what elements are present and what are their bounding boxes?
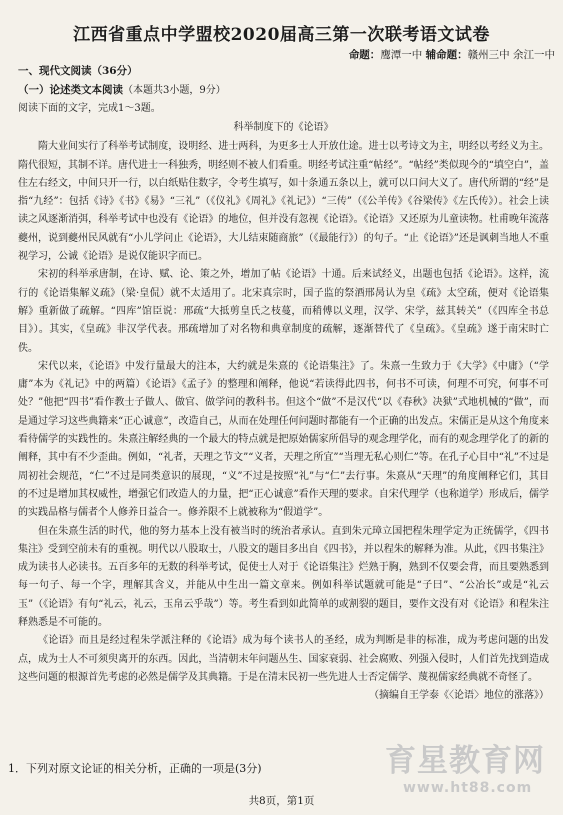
- article: [18, 119, 549, 706]
- reading-instruction: 阅读下面的文字，完成1～3题。: [18, 103, 161, 115]
- watermark-logo: [385, 735, 555, 797]
- question-1: 1．下列对原文论证的相关分析，正确的一项是(3分): [8, 762, 262, 775]
- credits-label-1: 命题：: [348, 49, 381, 61]
- article-source: （摘编自王学泰《〈论语〉地位的涨落》）: [369, 690, 549, 702]
- subsection-note: （本题共3小题，9分）: [123, 84, 226, 96]
- credits-value-1: 鹰潭一中: [380, 49, 423, 61]
- watermark-url: www.ht88.com: [403, 780, 533, 796]
- exam-credits: [349, 47, 555, 62]
- section-heading-block: [18, 62, 549, 119]
- watermark-name: 育星教育网: [385, 743, 545, 779]
- exam-title: 江西省重点中学盟校2020届高三第一次联考语文试卷: [73, 25, 490, 45]
- article-title: 科举制度下的《论语》: [233, 122, 334, 133]
- subsection-line: [18, 81, 549, 101]
- article-paragraph-2: 宋初的科举承唐制，在诗、赋、论、策之外，增加了帖《论语》十通。后来试经义，出题也包括《论语》。这样，流行的《论语集解义疏》（梁·皇侃）就不太适用了。北宋真宗时，国子监的祭酒邢昺认为皇《疏》太空疏，便对《论语集解》重新做了疏解。“四库”馆臣说：邢疏“大抵剪皇氏之枝蔓，而稍傅以义理，汉学、宋学，兹其转关”（《四库全书总目》）。其实，《皇疏》非汉学代表。邢疏增加了对名物和典章制度的疏解，逐渐替代了《皇疏》。《皇疏》遂于南宋时亡佚。: [18, 269, 549, 354]
- article-paragraph-1: 隋大业间实行了科举考试制度，设明经、进士两科，为更多士人开放仕途。进士以考诗文为主，明经以考经义为主。隋代很短，其制不详。唐代进士一科独秀，明经则不被人们看重。明经考试注重“帖经”。“帖经”类似现今的“填空白”，盖住左右经文，中间只开一行，以白纸贴住数字，令考生填写，如十条通五条以上，就可以口问大义了。唐代所谓的“经”是指“九经”：包括《诗》《书》《易》“三礼”（《仪礼》《周礼》《礼记》）“三传”（《公羊传》《谷梁传》《左氏传》）。社会上读读之风逐渐消弭，科举考试中也没有《论语》的地位，但并没有忽视《论语》。《论语》又还原为儿童读物。杜甫晚年流落夔州，说到夔州民风就有“小儿学问止《论语》，大儿结束随商旅”（《最能行》）的句子。“止《论语》”还是讽刺当地人不重视学习，公诚《论语》是说仅能识字而已。: [18, 141, 549, 263]
- section-title: 一、现代文阅读（36分）: [18, 65, 138, 77]
- article-paragraph-3: 宋代以来，《论语》中发行量最大的注本，大约就是朱熹的《论语集注》了。朱熹一生致力于《大学》《中庸》（“学庸”本为《礼记》中的两篇）《论语》《孟子》的整理和阐释，他说“若读得此四书，何书不可读，何理不可究，何事不可处？”他把“四书”看作教士子做人、做官、做学问的教科书。但这个“做”不是汉代“以《春秋》决狱”式地机械的“做”，而是通过学习这些典籍来“正心诚意”，改造自己，从而在处理任何问题时都能有一个正确的出发点。宋儒正是从这个角度来看待儒学的实践性的。朱熹注解经典的一个最大的特点就是把原始儒家所倡导的观念理学化，而有的观念理学化了的新的阐释，其中有不少歪曲。例如，“礼者，天理之节文”“义者，天理之所宜”“当理无私心则仁”等。在孔子心目中“礼”不过是周初社会规范，“仁”不过是同类意识的展现，“义”不过是按照“礼”与“仁”去行事。朱熹从“天理”的角度阐释它们，其目的不过是增加其权威性，增强它们改造人的力量，把“正心诚意”看作天理的要求。自宋代理学（也称道学）形成后，儒学的实践品格与儒者个人修养日益合一。修养限不上就被称为“假道学”。: [18, 360, 549, 519]
- page-footer: 共8页，第1页: [248, 795, 315, 807]
- credits-label-2: 辅命题：: [425, 49, 468, 61]
- subsection-title: （一）论述类文本阅读: [18, 83, 123, 96]
- article-paragraph-5: 《论语》而且是经过程朱学派注释的《论语》成为每个读书人的圣经，成为判断是非的标准，成为考虑问题的出发点，成为士人不可须臾离开的东西。因此，当清朝末年问题丛生、国家衰弱、社会腐败、列强入侵时，人们首先找到造成这些问题的根源首先考虑的必然是儒学及其典籍。于是在清末民初一些先进人士否定儒学、蔑视儒家经典就不奇怪了。: [18, 635, 549, 683]
- article-paragraph-4: 但在朱熹生活的时代，他的努力基本上没有被当时的统治者承认。直到朱元璋立国把程朱理学定为正统儒学，《四书集注》受到空前未有的重视。明代以八股取士，八股文的题目多出自《四书》，并以程朱的解释为准。从此，《四书集注》成为读书人必读书。五百多年的无数的科举考试，促使士人对于《论语集注》烂熟于胸，熟到不仅要会背，而且要熟悉到每一句子、每一个字，理解其含义，并能从中生出一篇文章来。例如科举试题就可能是“子曰”、“公冶长”或是“礼云玉”（《论语》有句“礼云，礼云，玉帛云乎哉”）等。考生看到如此简单的或割裂的题目，要作文没有对《论语》和程朱注释熟悉是不可能的。: [18, 525, 549, 629]
- credits-value-2: 赣州三中 余江一中: [467, 49, 555, 61]
